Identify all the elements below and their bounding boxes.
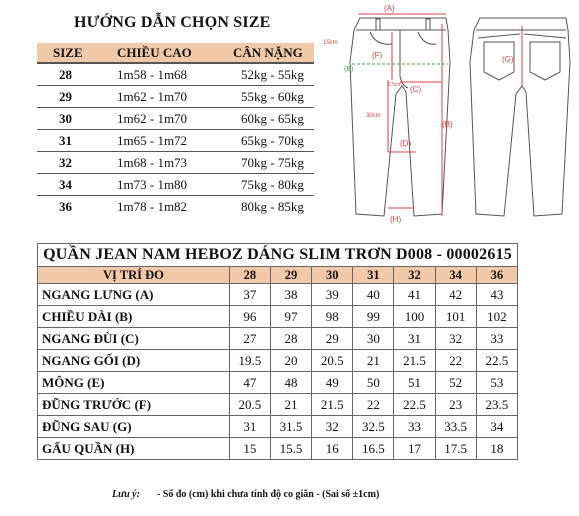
product-title: QUẦN JEAN NAM HEBOZ DÁNG SLIM TRƠN D008 - 00002615 <box>38 244 518 267</box>
label-2-5cm: 2.5cm <box>388 82 402 88</box>
size-column-header: 28 <box>229 267 270 284</box>
height-cell: 1m58 - 1m68 <box>111 63 227 86</box>
measurement-row <box>38 394 518 416</box>
measurement-value: 31 <box>394 328 435 350</box>
size-column-header: 32 <box>394 267 435 284</box>
size-guide-table <box>37 43 314 217</box>
measurement-label: NGANG ĐÙI (C) <box>38 328 230 350</box>
measurement-row <box>38 438 518 460</box>
measurement-value: 33 <box>394 416 435 438</box>
size-guide-row <box>37 86 314 108</box>
measurement-header-row <box>38 267 518 284</box>
measurement-value: 96 <box>229 306 270 328</box>
measurement-value: 15 <box>229 438 270 460</box>
position-header: VỊ TRÍ ĐO <box>38 267 230 284</box>
height-header: CHIỀU CAO <box>111 43 227 63</box>
height-cell: 1m68 - 1m73 <box>111 152 227 174</box>
height-cell: 1m62 - 1m70 <box>111 86 227 108</box>
measurement-value: 51 <box>394 372 435 394</box>
label-d: (D) <box>400 139 412 148</box>
weight-cell: 60kg - 65kg <box>227 108 314 130</box>
measurement-value: 34 <box>476 416 517 438</box>
measurement-value: 42 <box>435 284 476 306</box>
measurement-value: 40 <box>353 284 394 306</box>
measurement-value: 27 <box>229 328 270 350</box>
measurement-value: 32 <box>435 328 476 350</box>
height-cell: 1m65 - 1m72 <box>111 130 227 152</box>
measurement-value: 21.5 <box>394 350 435 372</box>
weight-cell: 65kg - 70kg <box>227 130 314 152</box>
measurement-value: 33.5 <box>435 416 476 438</box>
measurement-row <box>38 306 518 328</box>
size-column-header: 36 <box>476 267 517 284</box>
size-guide-row <box>37 130 314 152</box>
label-30cm: 30cm <box>366 113 381 119</box>
measurement-value: 32.5 <box>353 416 394 438</box>
weight-cell: 55kg - 60kg <box>227 86 314 108</box>
measurement-value: 23 <box>435 394 476 416</box>
measurement-label: NGANG LƯNG (A) <box>38 284 230 306</box>
jeans-measurement-diagram <box>318 2 576 226</box>
measurement-value: 37 <box>229 284 270 306</box>
size-column-header: 31 <box>353 267 394 284</box>
measurement-label: ĐŨNG SAU (G) <box>38 416 230 438</box>
measurement-value: 32 <box>312 416 353 438</box>
measurement-label: ĐŨNG TRƯỚC (F) <box>38 394 230 416</box>
size-guide-row <box>37 63 314 86</box>
measurement-value: 39 <box>312 284 353 306</box>
size-column-header: 29 <box>270 267 311 284</box>
size-guide-row <box>37 174 314 196</box>
measurement-value: 43 <box>476 284 517 306</box>
measurement-value: 53 <box>476 372 517 394</box>
height-cell: 1m73 - 1m80 <box>111 174 227 196</box>
measurement-value: 21 <box>270 394 311 416</box>
measurement-label: MÔNG (E) <box>38 372 230 394</box>
measurement-value: 102 <box>476 306 517 328</box>
measurement-row <box>38 416 518 438</box>
label-e: (E) <box>344 66 354 73</box>
size-guide-header-row <box>37 43 314 63</box>
measurement-value: 15.5 <box>270 438 311 460</box>
measurement-value: 22.5 <box>394 394 435 416</box>
measurement-value: 38 <box>270 284 311 306</box>
label-15cm: 15cm <box>323 40 338 46</box>
measurement-label: CHIỀU DÀI (B) <box>38 306 230 328</box>
measurement-value: 16 <box>312 438 353 460</box>
measurement-value: 28 <box>270 328 311 350</box>
measurement-value: 17.5 <box>435 438 476 460</box>
size-column-header: 34 <box>435 267 476 284</box>
size-guide-row <box>37 108 314 130</box>
label-c: (C) <box>410 85 422 94</box>
measurement-value: 41 <box>394 284 435 306</box>
footnote <box>112 489 379 500</box>
label-h: (H) <box>390 215 402 224</box>
measurement-value: 97 <box>270 306 311 328</box>
measurement-label: NGANG GỐI (D) <box>38 350 230 372</box>
measurement-value: 20 <box>270 350 311 372</box>
measurement-value: 47 <box>229 372 270 394</box>
measurement-value: 101 <box>435 306 476 328</box>
measurement-value: 30 <box>353 328 394 350</box>
height-cell: 1m78 - 1m82 <box>117 198 188 214</box>
measurement-value: 100 <box>394 306 435 328</box>
measurement-value: 31 <box>229 416 270 438</box>
weight-cell: 52kg - 55kg <box>227 63 314 86</box>
measurement-value: 18 <box>476 438 517 460</box>
weight-cell: 75kg - 80kg <box>227 174 314 196</box>
size-guide-row <box>37 196 314 218</box>
weight-header: CÂN NẶNG <box>227 43 314 63</box>
size-column-header: 30 <box>312 267 353 284</box>
product-title-row <box>38 244 518 267</box>
label-f: (F) <box>372 51 383 60</box>
label-g: (G) <box>502 55 514 64</box>
measurement-value: 50 <box>353 372 394 394</box>
measurement-value: 21.5 <box>312 394 353 416</box>
measurement-value: 33 <box>476 328 517 350</box>
size-cell: 28 <box>37 63 111 86</box>
measurement-value: 21 <box>353 350 394 372</box>
size-cell: 34 <box>37 174 111 196</box>
measurement-value: 22 <box>353 394 394 416</box>
weight-cell: 80kg - 85kg <box>241 198 304 214</box>
size-cell: 31 <box>37 130 111 152</box>
measurement-row <box>38 284 518 306</box>
label-a: (A) <box>384 4 395 13</box>
measurement-row <box>38 372 518 394</box>
measurement-value: 22.5 <box>476 350 517 372</box>
measurement-value: 31.5 <box>270 416 311 438</box>
measurement-value: 99 <box>353 306 394 328</box>
measurement-value: 16.5 <box>353 438 394 460</box>
footnote-text: - Số đo (cm) khi chưa tính độ co giãn - (Sai số ±1cm) <box>156 489 380 500</box>
size-cell: 32 <box>37 152 111 174</box>
measurement-row <box>38 328 518 350</box>
measurement-row <box>38 350 518 372</box>
label-b: (B) <box>442 120 453 129</box>
height-cell: 1m62 - 1m70 <box>111 108 227 130</box>
measurement-value: 49 <box>312 372 353 394</box>
measurement-label: GẤU QUẦN (H) <box>38 438 230 460</box>
measurement-value: 20.5 <box>229 394 270 416</box>
size-cell: 36 <box>59 198 72 214</box>
measurement-value: 98 <box>312 306 353 328</box>
size-guide-row <box>37 152 314 174</box>
measurement-table <box>37 243 518 460</box>
measurement-value: 17 <box>394 438 435 460</box>
measurement-value: 48 <box>270 372 311 394</box>
footnote-label: Lưu ý: <box>112 489 140 500</box>
size-cell: 30 <box>37 108 111 130</box>
measurement-value: 29 <box>312 328 353 350</box>
measurement-value: 22 <box>435 350 476 372</box>
measurement-value: 52 <box>435 372 476 394</box>
size-guide-title: HƯỚNG DẪN CHỌN SIZE <box>74 14 271 31</box>
back-jeans-outline <box>470 18 570 216</box>
weight-cell: 70kg - 75kg <box>227 152 314 174</box>
measurement-value: 20.5 <box>312 350 353 372</box>
measurement-value: 19.5 <box>229 350 270 372</box>
size-header: SIZE <box>37 43 111 63</box>
size-cell: 29 <box>37 86 111 108</box>
measurement-value: 23.5 <box>476 394 517 416</box>
